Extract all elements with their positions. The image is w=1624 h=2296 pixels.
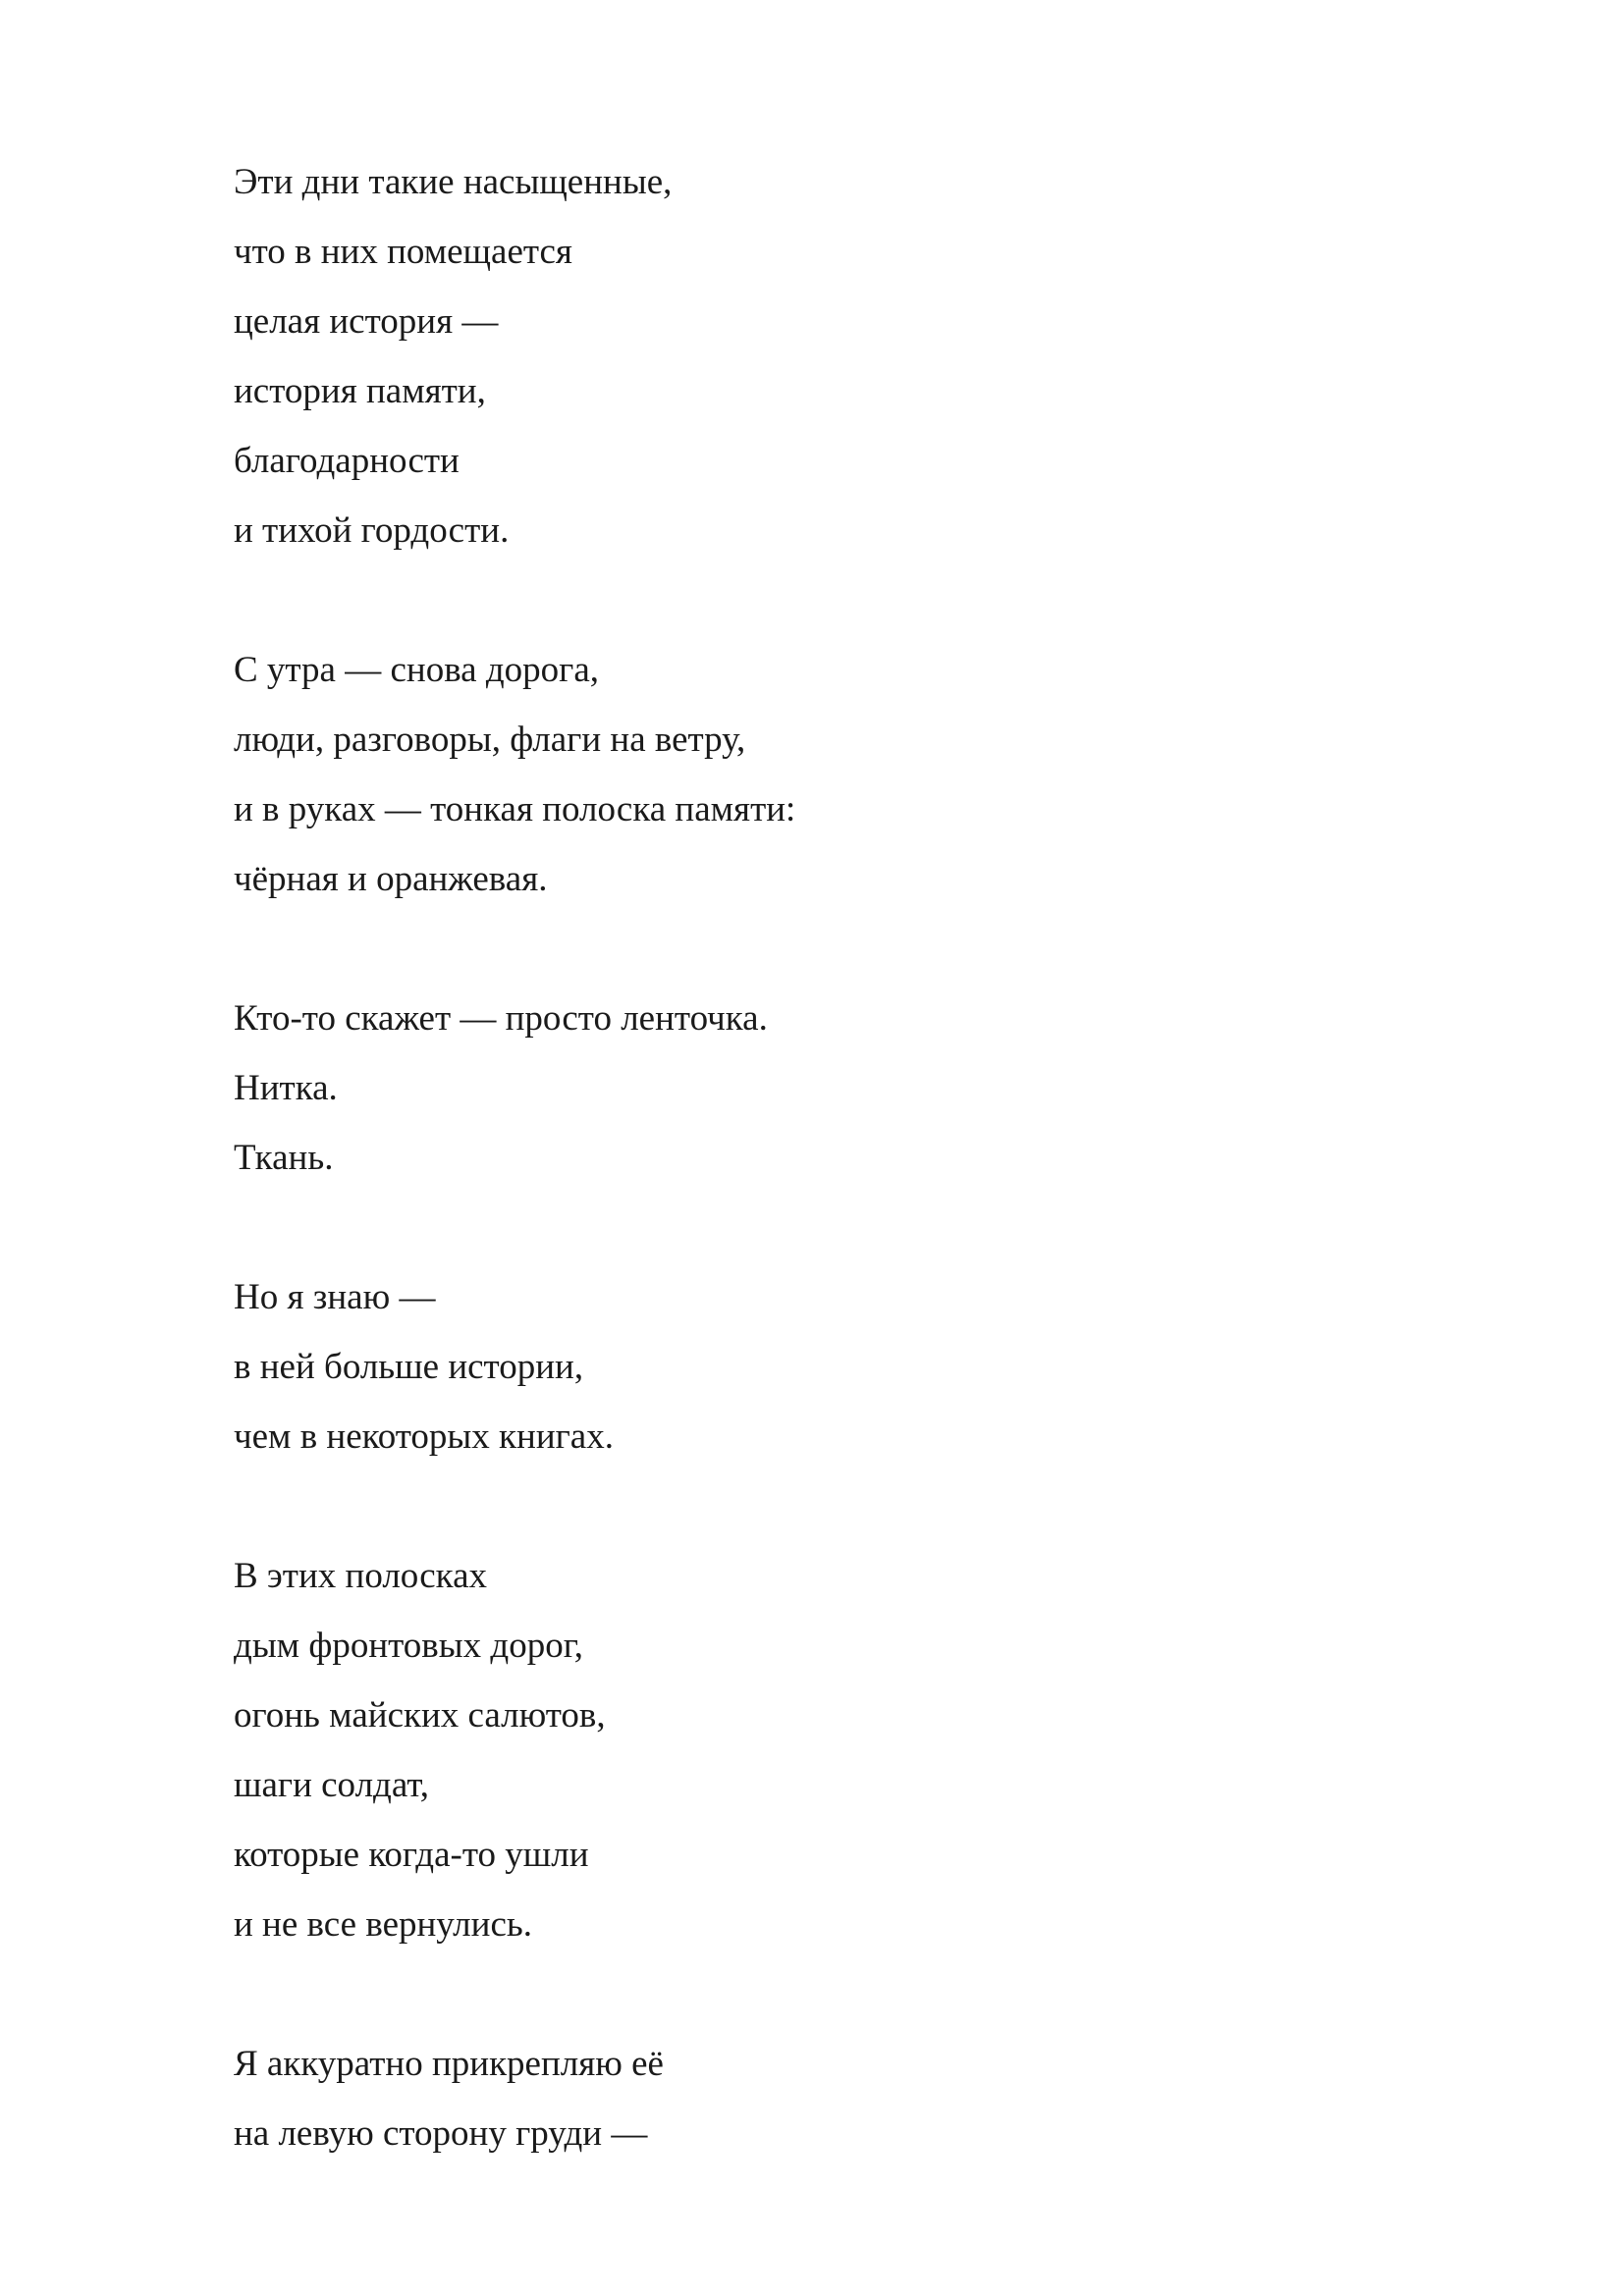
poem-line: история памяти,	[234, 371, 486, 411]
poem-line: в ней больше истории,	[234, 1347, 584, 1387]
poem-line: Я аккуратно прикрепляю её	[234, 2044, 664, 2084]
poem-text	[234, 147, 1392, 2238]
poem-line: Но я знаю —	[234, 1277, 436, 1317]
poem-line: и в руках — тонкая полоска памяти:	[234, 789, 796, 829]
poem-line: Кто-то скажет — просто ленточка.	[234, 998, 768, 1039]
poem-line: дым фронтовых дорог,	[234, 1626, 583, 1666]
stanza-4	[234, 1262, 1392, 1471]
poem-line: С утра — снова дорога,	[234, 650, 600, 690]
poem-line: и не все вернулись.	[234, 1904, 532, 1945]
poem-line: что в них помещается	[234, 232, 572, 272]
poem-line: В этих полосках	[234, 1556, 487, 1596]
poem-line: которые когда-то ушли	[234, 1835, 589, 1875]
stanza-3	[234, 984, 1392, 1193]
poem-line: шаги солдат,	[234, 1765, 429, 1805]
poem-line: и тихой гордости.	[234, 510, 510, 551]
stanza-6	[234, 2029, 1392, 2168]
stanza-2	[234, 635, 1392, 914]
poem-line: люди, разговоры, флаги на ветру,	[234, 720, 746, 760]
poem-line: чёрная и оранжевая.	[234, 859, 548, 899]
stanza-1	[234, 147, 1392, 565]
stanza-5	[234, 1541, 1392, 1959]
poem-line: на левую сторону груди —	[234, 2113, 648, 2154]
poem-line: Ткань.	[234, 1138, 334, 1178]
poem-line: Нитка.	[234, 1068, 338, 1108]
poem-line: целая история —	[234, 301, 499, 342]
poem-line: чем в некоторых книгах.	[234, 1416, 614, 1457]
poem-line: огонь майских салютов,	[234, 1695, 606, 1735]
poem-line: благодарности	[234, 441, 460, 481]
poem-line: Эти дни такие насыщенные,	[234, 162, 673, 202]
